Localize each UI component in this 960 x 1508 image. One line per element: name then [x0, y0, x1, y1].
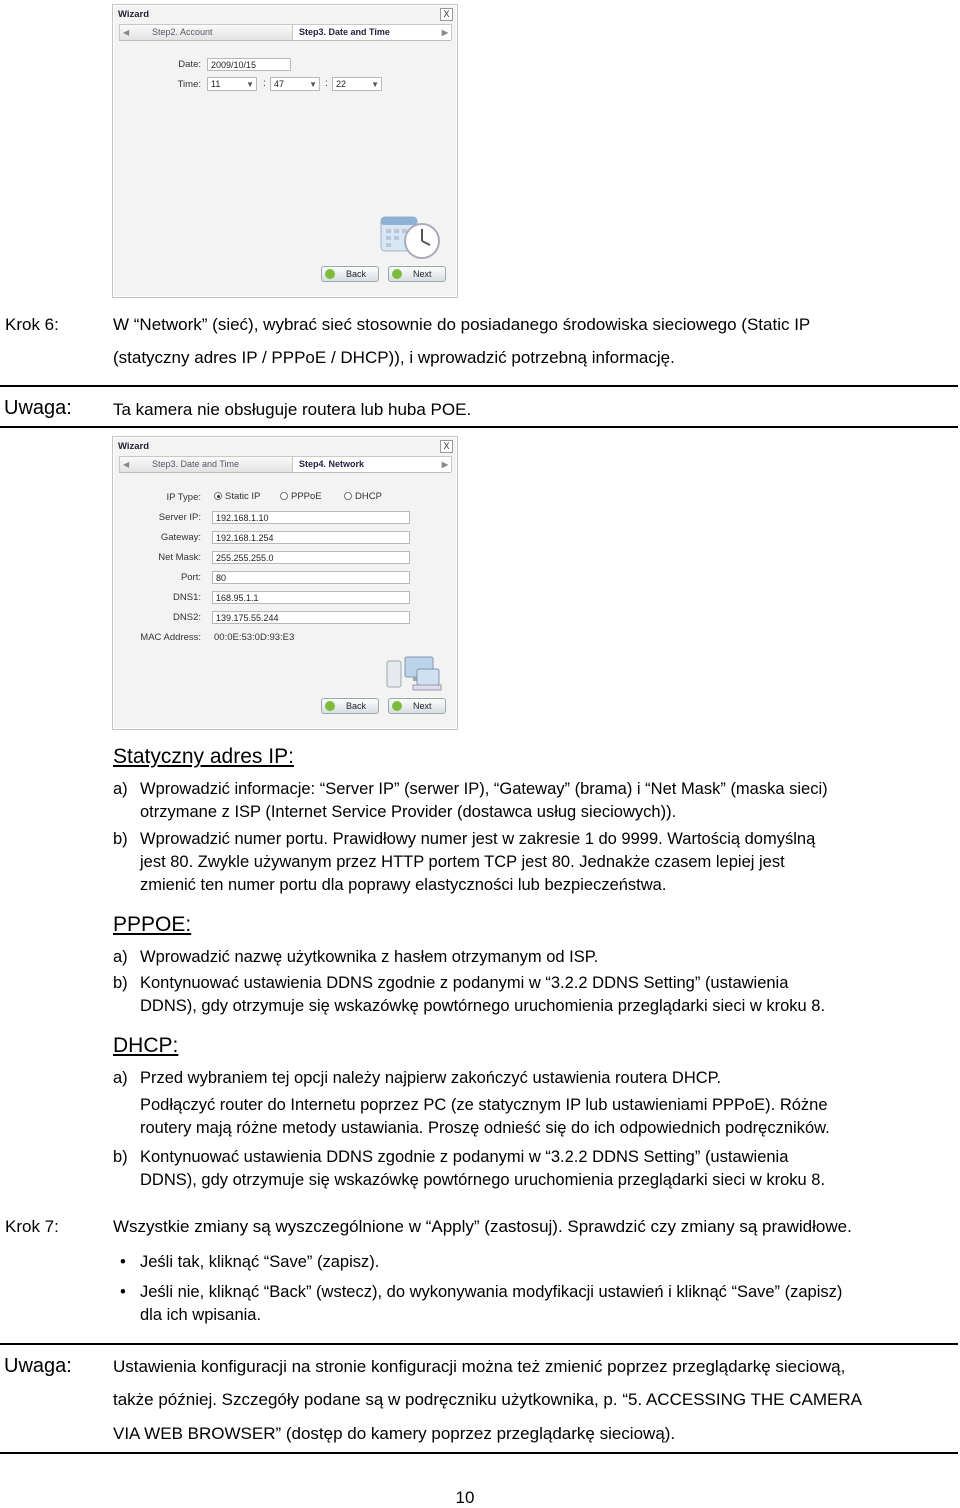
server-ip-field[interactable]: 192.168.1.10 [212, 511, 410, 524]
net-mask-field[interactable]: 255.255.255.0 [212, 551, 410, 564]
page-number: 10 [455, 1488, 475, 1507]
step6-line2: (statyczny adres IP / PPPoE / DHCP)), i wprowadzić potrzebną informację. [113, 348, 675, 367]
next-label: Next [413, 701, 432, 711]
step6-label: Krok 6: [5, 315, 59, 334]
list-marker: b) [113, 974, 128, 992]
next-button[interactable] [388, 266, 446, 282]
tab-label: Step4. Network [299, 459, 365, 469]
time-separator: : [325, 78, 328, 89]
note2-label: Uwaga: [4, 1355, 72, 1377]
tab-label: Step2. Account [152, 27, 213, 37]
next-button[interactable] [388, 698, 446, 714]
note1-label: Uwaga: [4, 397, 72, 419]
back-button[interactable] [321, 698, 379, 714]
wizard-date-time-window [112, 4, 458, 298]
date-label: Date: [178, 59, 201, 70]
back-label: Back [346, 269, 367, 279]
bullet-icon: • [120, 1283, 126, 1301]
radio-dhcp[interactable] [344, 492, 352, 500]
static-ip-b-line2: jest 80. Zwykle używanym przez HTTP portem TCP jest 80. Jednakże czasem lepiej jest [140, 853, 785, 871]
note2-line1: Ustawienia konfiguracji na stronie konfiguracji można też zmienić poprzez przeglądarkę sieciową, [113, 1357, 846, 1376]
next-arrow-icon [392, 701, 402, 711]
hour-select[interactable] [207, 77, 257, 91]
note2-line2: także później. Szczegóły podane są w podręczniku użytkownika, p. “5. ACCESSING THE CAMERA [113, 1390, 862, 1409]
step7-label: Krok 7: [5, 1217, 59, 1236]
back-arrow-icon [325, 269, 335, 279]
wizard-tabs [119, 456, 451, 473]
static-ip-b-line3: zmienić ten numer portu dla poprawy elastyczności lub bezpieczeństwa. [140, 876, 667, 894]
radio-static-ip[interactable] [214, 492, 222, 500]
tab-step4-network[interactable] [292, 456, 452, 472]
dhcp-a-line1: Przed wybraniem tej opcji należy najpierw zakończyć ustawienia routera DHCP. [140, 1069, 722, 1087]
divider [0, 426, 958, 428]
radio-static-ip-label: Static IP [225, 491, 261, 502]
tab-step2-account[interactable] [119, 24, 293, 40]
list-marker: a) [113, 948, 128, 966]
net-mask-label: Net Mask: [158, 552, 201, 563]
second-value: 22 [336, 79, 347, 89]
minute-value: 47 [274, 79, 285, 89]
dns1-field[interactable]: 168.95.1.1 [212, 591, 410, 604]
static-ip-a-line2: otrzymane z ISP (Internet Service Provider (dostawca usług sieciowych)). [140, 803, 677, 821]
radio-pppoe-label: PPPoE [291, 491, 322, 502]
dns2-field[interactable]: 139.175.55.244 [212, 611, 410, 624]
note2-line3: VIA WEB BROWSER” (dostęp do kamery poprzez przeglądarkę sieciową). [113, 1424, 676, 1443]
tab-label: Step3. Date and Time [152, 459, 240, 469]
bullet-icon: • [120, 1253, 126, 1271]
port-label: Port: [180, 572, 201, 583]
step6-line1: W “Network” (sieć), wybrać sieć stosownie do posiadanego środowiska sieciowego (Static IP [113, 315, 811, 334]
mac-address-label: MAC Address: [140, 632, 201, 643]
chevron-left-icon: ◀ [123, 28, 130, 37]
list-marker: a) [113, 1069, 128, 1087]
static-ip-a-line1: Wprowadzić informacje: “Server IP” (serwer IP), “Gateway” (brama) i “Net Mask” (maska sieci) [140, 780, 828, 798]
pppoe-a-line1: Wprowadzić nazwę użytkownika z hasłem otrzymanym od ISP. [140, 948, 599, 966]
chevron-left-icon: ◀ [123, 460, 130, 469]
back-arrow-icon [325, 701, 335, 711]
chevron-down-icon: ▼ [246, 80, 254, 89]
minute-select[interactable] [270, 77, 320, 91]
dhcp-a-line3: routery mają różne metody ustawiania. Proszę odnieść się do ich odpowiednich podręczników. [140, 1119, 830, 1137]
radio-pppoe[interactable] [280, 492, 288, 500]
tab-label: Step3. Date and Time [299, 27, 390, 37]
list-marker: b) [113, 1148, 128, 1166]
wizard-network-window [112, 436, 458, 730]
back-label: Back [346, 701, 367, 711]
radio-dhcp-label: DHCP [355, 491, 382, 502]
static-ip-heading: Statyczny adres IP: [113, 745, 294, 768]
calendar-clock-icon [375, 213, 445, 269]
step7-bullet2-line1: Jeśli nie, kliknąć “Back” (wstecz), do wykonywania modyfikacji ustawień i kliknąć “Save” (zapisz) [140, 1283, 843, 1301]
wizard-title: Wizard [118, 441, 150, 452]
divider [0, 385, 958, 387]
server-ip-label: Server IP: [158, 512, 201, 523]
wizard-tabs [119, 24, 451, 41]
dns2-label: DNS2: [173, 612, 201, 623]
divider [0, 1452, 958, 1454]
chevron-right-icon: ▶ [441, 460, 448, 469]
chevron-right-icon: ▶ [441, 28, 448, 37]
step7-line1: Wszystkie zmiany są wyszczególnione w “Apply” (zastosuj). Sprawdzić czy zmiany są prawidłowe. [113, 1217, 852, 1236]
tab-step3-date-time[interactable] [292, 24, 452, 40]
wizard-title: Wizard [118, 9, 150, 20]
dhcp-b-line2: DDNS), gdy otrzymuje się wskazówkę powtórnego uruchomienia przeglądarki sieci w kroku 8. [140, 1171, 826, 1189]
next-label: Next [413, 269, 432, 279]
static-ip-b-line1: Wprowadzić numer portu. Prawidłowy numer jest w zakresie 1 do 9999. Wartością domyślną [140, 830, 816, 848]
step7-bullet2-line2: dla ich wpisania. [140, 1306, 262, 1324]
next-arrow-icon [392, 269, 402, 279]
close-icon[interactable]: X [440, 8, 453, 21]
divider [0, 1343, 958, 1345]
step7-bullet1: Jeśli tak, kliknąć “Save” (zapisz). [140, 1253, 380, 1271]
ip-type-label: IP Type: [166, 492, 201, 503]
date-field[interactable]: 2009/10/15 [207, 58, 291, 71]
network-computers-icon [383, 655, 443, 697]
chevron-down-icon: ▼ [309, 80, 317, 89]
port-field[interactable]: 80 [212, 571, 410, 584]
dns1-label: DNS1: [173, 592, 201, 603]
second-select[interactable] [332, 77, 382, 91]
chevron-down-icon: ▼ [371, 80, 379, 89]
mac-address-value: 00:0E:53:0D:93:E3 [214, 632, 295, 643]
close-icon[interactable]: X [440, 440, 453, 453]
pppoe-b-line1: Kontynuować ustawienia DDNS zgodnie z podanymi w “3.2.2 DDNS Setting” (ustawienia [140, 974, 789, 992]
time-separator: : [263, 78, 266, 89]
gateway-label: Gateway: [160, 532, 201, 543]
note1-text: Ta kamera nie obsługuje routera lub huba POE. [113, 400, 472, 419]
list-marker: a) [113, 780, 128, 798]
gateway-field[interactable]: 192.168.1.254 [212, 531, 410, 544]
dhcp-a-line2: Podłączyć router do Internetu poprzez PC (ze statycznym IP lub ustawieniami PPPoE). Różne [140, 1096, 828, 1114]
back-button[interactable] [321, 266, 379, 282]
dhcp-b-line1: Kontynuować ustawienia DDNS zgodnie z podanymi w “3.2.2 DDNS Setting” (ustawienia [140, 1148, 789, 1166]
pppoe-heading: PPPOE: [113, 913, 192, 936]
list-marker: b) [113, 830, 128, 848]
pppoe-b-line2: DDNS), gdy otrzymuje się wskazówkę powtórnego uruchomienia przeglądarki sieci w kroku 8. [140, 997, 826, 1015]
tab-step3-date-time[interactable] [119, 456, 293, 472]
dhcp-heading: DHCP: [113, 1034, 179, 1057]
hour-value: 11 [211, 79, 221, 89]
time-label: Time: [177, 79, 201, 90]
